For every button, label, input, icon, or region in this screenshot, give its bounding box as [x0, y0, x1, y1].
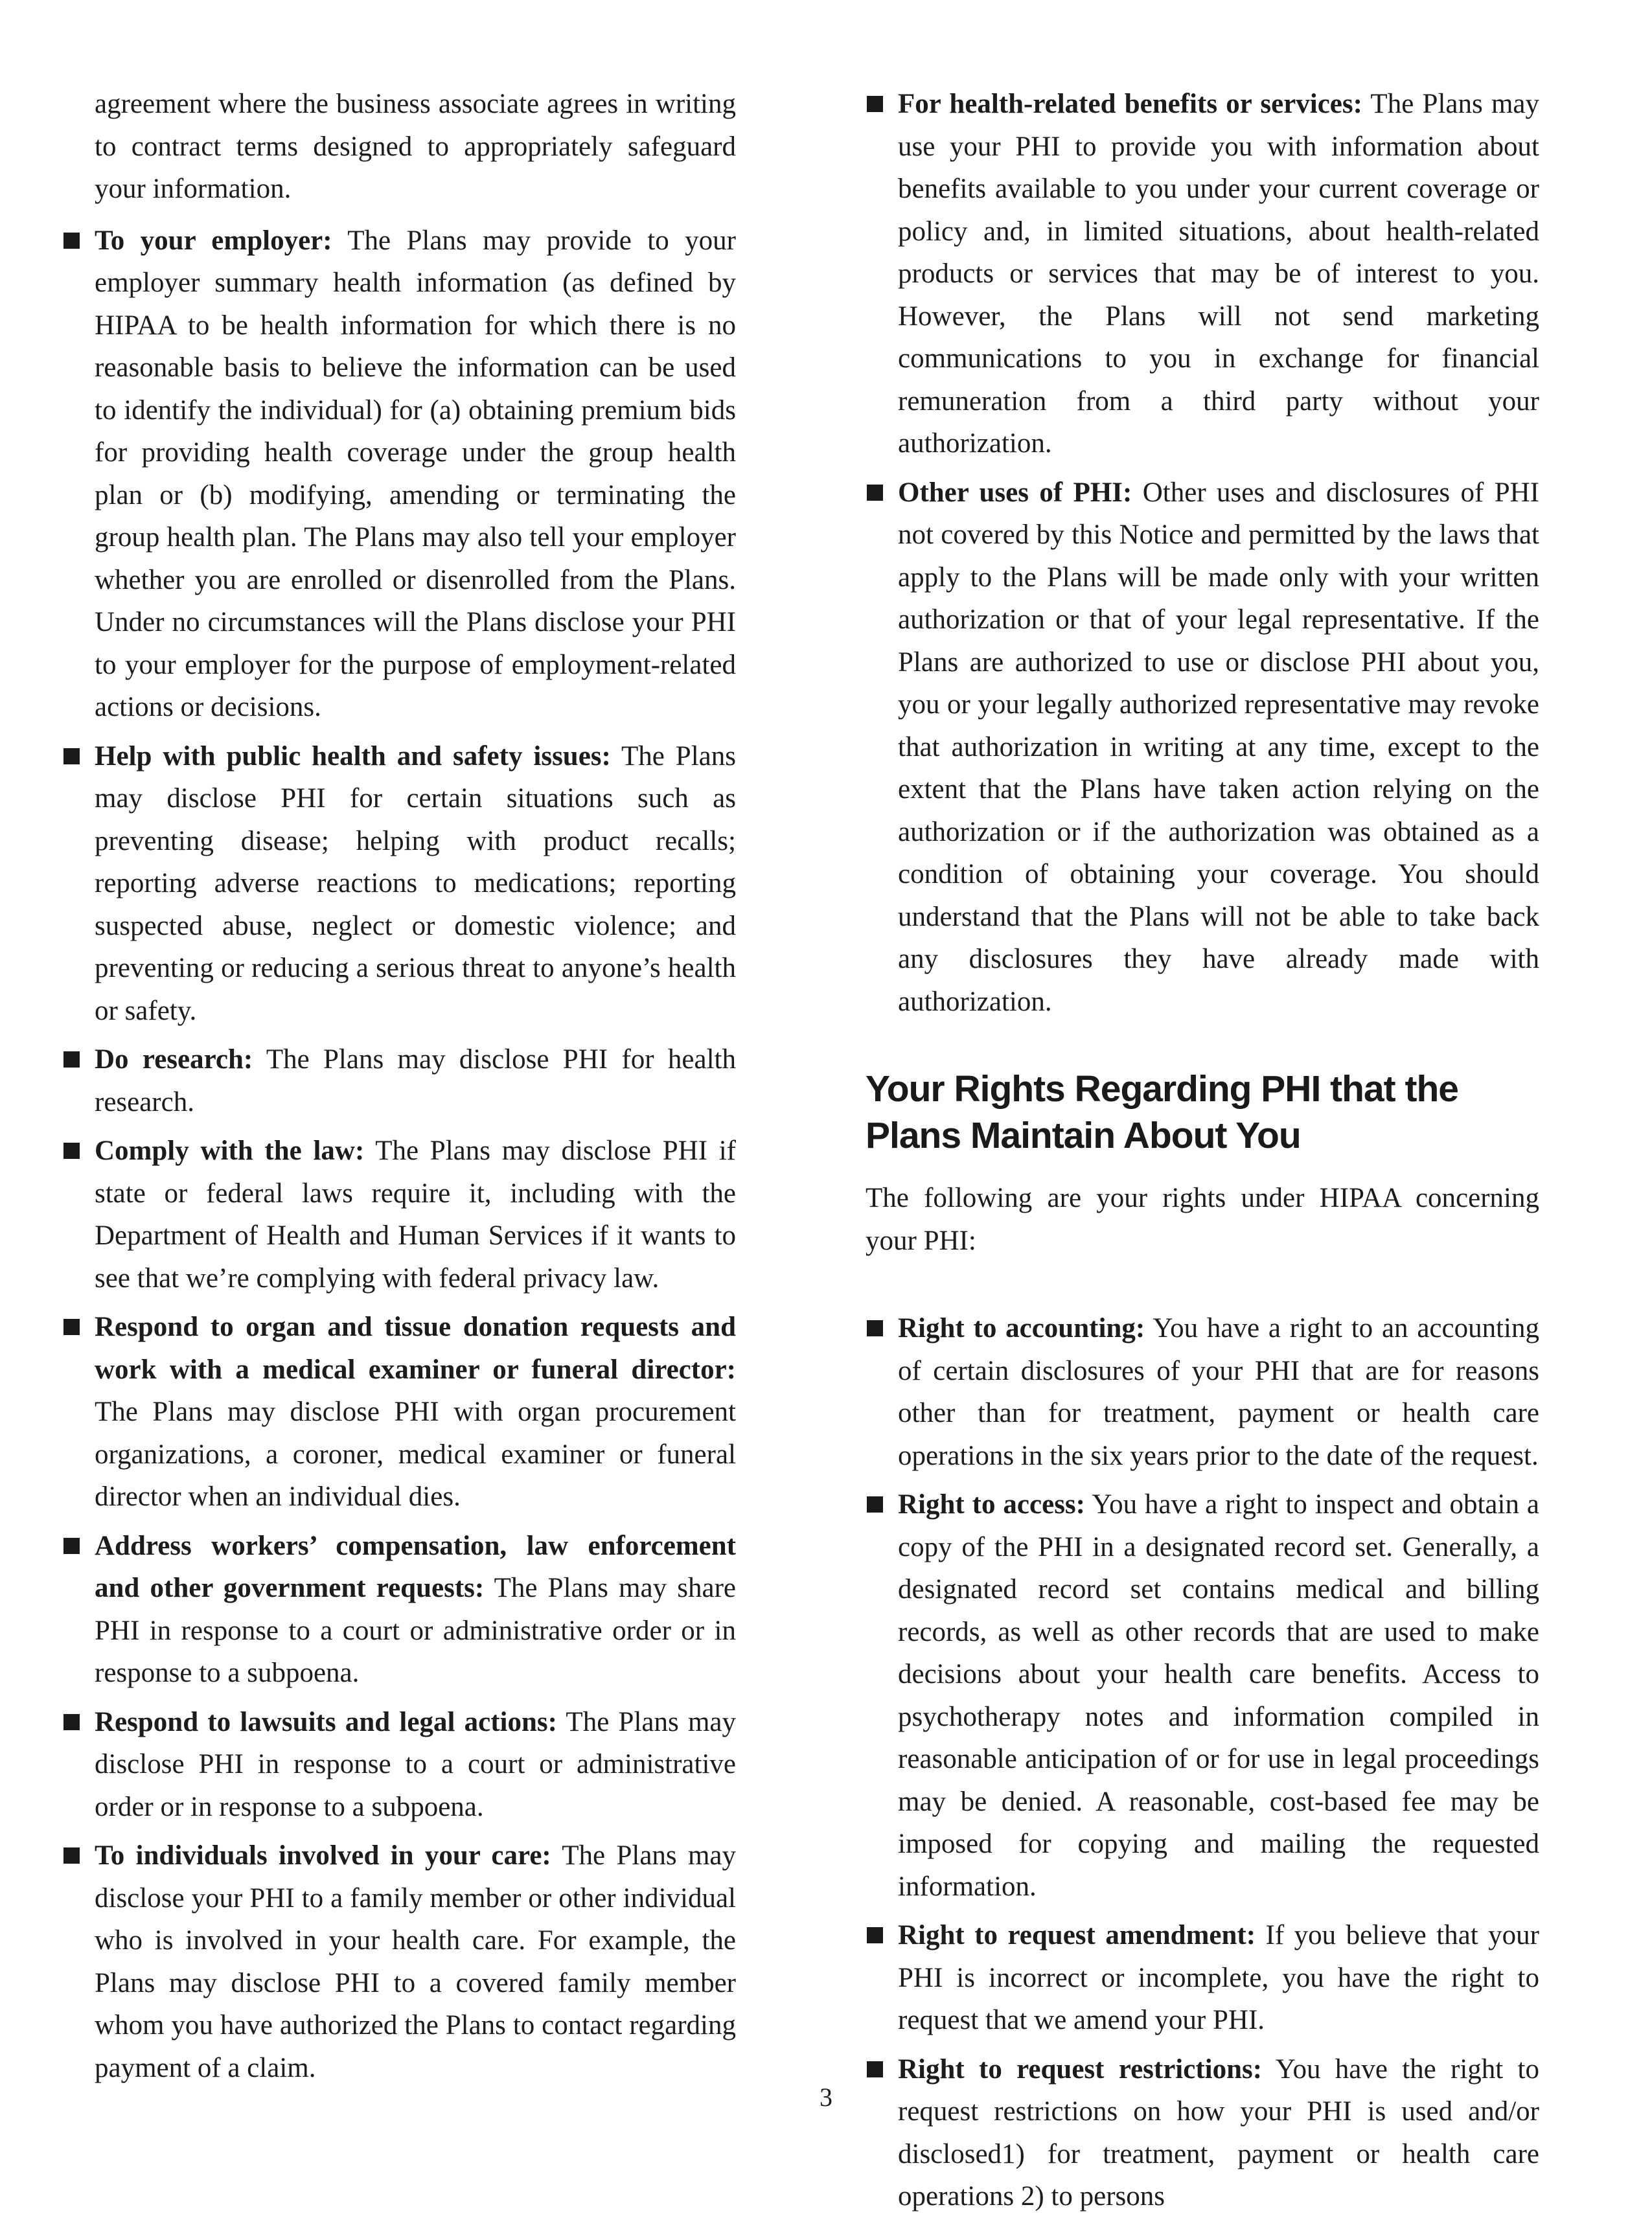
- square-bullet-icon: [63, 1143, 80, 1159]
- bullet-lead: Help with public health and safety issues:: [95, 740, 611, 772]
- bullet-lead: Respond to organ and tissue donation requests and work with a medical examiner or funeral director:: [95, 1312, 736, 1385]
- bullet-lawsuits: [62, 1701, 736, 1829]
- square-bullet-icon: [63, 748, 80, 764]
- bullet-text: If you believe that your PHI is incorrect or incomplete, you have the right to request that we amend your PHI.: [898, 1920, 1539, 2035]
- bullet-lead: Right to access:: [898, 1489, 1085, 1520]
- bullet-text: The Plans may disclose PHI for health research.: [95, 1044, 736, 1117]
- bullet-lead: Comply with the law:: [95, 1136, 365, 1166]
- right-column: [866, 83, 1539, 2218]
- bullet-text: Other uses and disclosures of PHI not covered by this Notice and permitted by the laws that apply to the Plans will be made only with your written authorization or that of your legal representative. If the Plans are authorized to use or disclose PHI about you, you or your legally authorized representative may revoke that authorization in writing at any time, except to the extent that the Plans have taken action relying on the authorization or if the authorization was obtained as a condition of obtaining your coverage. You should understand that the Plans will not be able to take back any disclosures they have already made with authorization.: [898, 477, 1539, 1017]
- square-bullet-icon: [63, 1538, 80, 1554]
- square-bullet-icon: [867, 1927, 883, 1943]
- bullet-lead: Respond to lawsuits and legal actions:: [95, 1706, 557, 1737]
- bullet-workers-comp: [62, 1525, 736, 1695]
- bullet-text: The Plans may use your PHI to provide you with information about benefits available to you under your current coverage or policy and, in limited situations, about health-related products or services that may be of interest to you. However, the Plans will not send marketing communications to you in exchange for financial remuneration from a third party without your authorization.: [898, 89, 1539, 459]
- bullet-lead: Other uses of PHI:: [898, 477, 1132, 508]
- square-bullet-icon: [63, 1714, 80, 1730]
- bullet-other-uses: [866, 472, 1539, 1023]
- bullet-text: The Plans may disclose PHI if state or federal laws require it, including with the Department of Health and Human Services if it wants to see that we’re complying with federal privacy law.: [95, 1136, 736, 1294]
- square-bullet-icon: [63, 1847, 80, 1864]
- continuation-paragraph: agreement where the business associate agrees in writing to contract terms designed to appropriately safeguard your information.: [95, 89, 736, 204]
- bullet-text: The Plans may disclose PHI for certain situations such as preventing disease; helping with product recalls; reporting adverse reactions to medications; reporting suspected abuse, neglect or domestic violence; and preventing or reducing a serious threat to anyone’s health or safety.: [95, 740, 736, 1026]
- bullet-text: The Plans may share PHI in response to a court or administrative order or in response to a subpoena.: [95, 1573, 736, 1688]
- bullet-text: The Plans may provide to your employer summary health information (as defined by HIPAA to be health information for which there is no reasonable basis to believe the information can be used to identify the individual) for (a) obtaining premium bids for providing health coverage under the group health plan or (b) modifying, amending or terminating the group health plan. The Plans may also tell your employer whether you are enrolled or disenrolled from the Plans. Under no circumstances will the Plans disclose your PHI to your employer for the purpose of employment-related actions or decisions.: [95, 225, 736, 722]
- bullet-research: [62, 1038, 736, 1123]
- bullet-right-amendment: [866, 1914, 1539, 2042]
- bullet-comply-law: [62, 1130, 736, 1299]
- bullet-employer: [62, 220, 736, 729]
- bullet-text: You have the right to request restrictions on how your PHI is used and/or disclosed1) for treatment, payment or health care operations 2) to persons: [898, 2053, 1539, 2212]
- bullet-text: You have a right to an accounting of certain disclosures of your PHI that are for reasons other than for treatment, payment or health care operations in the six years prior to the date of the request.: [898, 1313, 1539, 1471]
- bullet-lead: To individuals involved in your care:: [95, 1840, 551, 1871]
- square-bullet-icon: [867, 1496, 883, 1513]
- bullet-health-benefits: [866, 83, 1539, 465]
- bullet-individuals-care: [62, 1835, 736, 2089]
- bullet-text: The Plans may disclose PHI with organ procurement organizations, a coroner, medical examiner or funeral director when an individual dies.: [95, 1397, 736, 1512]
- bullet-lead: For health-related benefits or services:: [898, 89, 1362, 119]
- bullet-text: You have a right to inspect and obtain a copy of the PHI in a designated record set. Generally, a designated record set contains medical and billing records, as well as other records that are used to make decisions about your health care benefits. Access to psychotherapy notes and information compiled in reasonable anticipation of or for use in legal proceedings may be denied. A reasonable, cost-based fee may be imposed for copying and mailing the requested information.: [898, 1489, 1539, 1902]
- bullet-lead: Right to request restrictions:: [898, 2053, 1263, 2085]
- square-bullet-icon: [867, 485, 883, 501]
- section-heading-line-1: Your Rights Regarding PHI that the: [866, 1068, 1458, 1110]
- section-heading: [866, 1066, 1539, 1159]
- bullet-lead: To your employer:: [95, 225, 332, 256]
- bullet-public-health: [62, 735, 736, 1033]
- bullet-text: The Plans may disclose PHI in response to a court or administrative order or in response to a subpoena.: [95, 1706, 736, 1822]
- bullet-text: The Plans may disclose your PHI to a family member or other individual who is involved in your health care. For example, the Plans may disclose PHI to a covered family member whom you have authorized the Plans to contact regarding payment of a claim.: [95, 1840, 736, 2083]
- page-number: 3: [820, 2083, 832, 2112]
- rights-intro: The following are your rights under HIPAA concerning your PHI:: [866, 1183, 1539, 1256]
- bullet-organ-donation: [62, 1306, 736, 1518]
- left-column: [62, 83, 736, 2089]
- square-bullet-icon: [867, 2061, 883, 2077]
- section-heading-line-2: Plans Maintain About You: [866, 1115, 1301, 1156]
- bullet-right-restrictions: [866, 2048, 1539, 2218]
- square-bullet-icon: [867, 96, 883, 112]
- bullet-lead: Address workers’ compensation, law enforcement and other government requests:: [95, 1530, 736, 1603]
- square-bullet-icon: [63, 233, 80, 249]
- square-bullet-icon: [867, 1320, 883, 1336]
- square-bullet-icon: [63, 1051, 80, 1068]
- bullet-lead: Do research:: [95, 1044, 253, 1075]
- bullet-lead: Right to accounting:: [898, 1313, 1145, 1343]
- bullet-lead: Right to request amendment:: [898, 1920, 1256, 1950]
- bullet-right-access: [866, 1483, 1539, 1908]
- bullet-right-accounting: [866, 1307, 1539, 1477]
- square-bullet-icon: [63, 1319, 80, 1335]
